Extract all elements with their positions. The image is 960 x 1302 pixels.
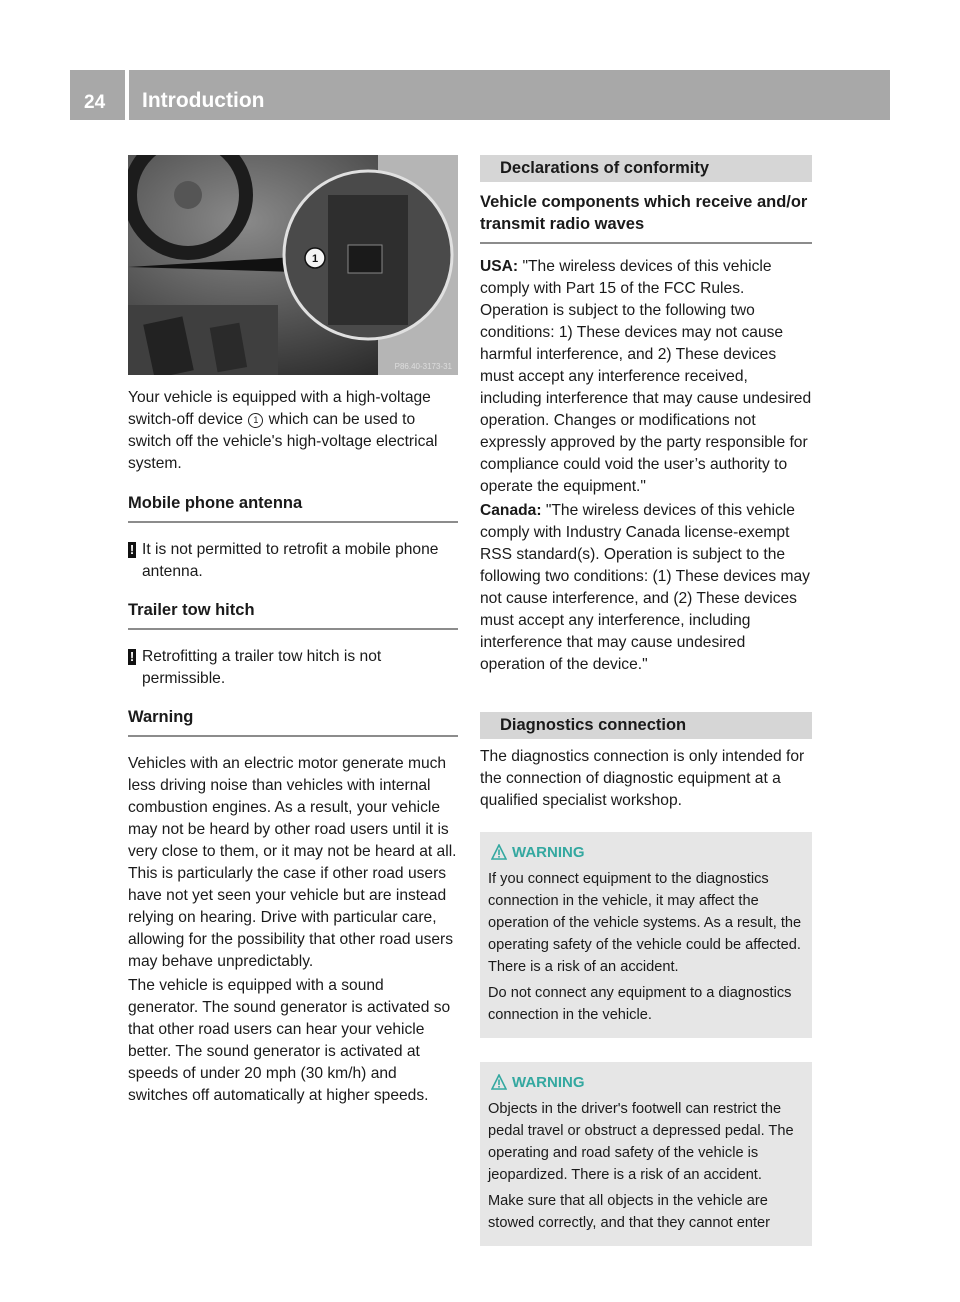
diagnostics-bar: Diagnostics connection <box>480 712 812 739</box>
warning-triangle-icon <box>491 1074 507 1090</box>
usa-paragraph <box>480 256 812 498</box>
right-column <box>480 155 812 1246</box>
page-number: 24 <box>84 92 106 113</box>
warning-box-1-text-2: Do not connect any equipment to a diagnostics connection in the vehicle. <box>488 985 792 1023</box>
image-code: P86.40-3173-31 <box>394 362 452 371</box>
intro-paragraph <box>128 387 458 475</box>
warning-box-1-text-1: If you connect equipment to the diagnostics connection in the vehicle, it may affect the operation of the vehicle systems. As a result, the operating safety of the vehicle could be affected. There is a risk of an accident. <box>488 871 802 975</box>
trailer-hitch-note <box>128 646 458 690</box>
warning-box-2-text-2: Make sure that all objects in the vehicle are stowed correctly, and that they cannot enter <box>488 1193 771 1231</box>
mobile-antenna-note <box>128 539 458 583</box>
diagnostics-paragraph: The diagnostics connection is only intended for the connection of diagnostic equipment at a qualified specialist workshop. <box>480 748 805 809</box>
warning-box-1-header <box>488 844 802 862</box>
warning-paragraph-2: The vehicle is equipped with a sound generator. The sound generator is activated so that other road users can hear your vehicle better. The sound generator is activated at speeds of under 20 mph (30 km/h) and switches off automatically at higher speeds. <box>128 977 451 1104</box>
header-divider <box>125 70 129 120</box>
warning-box-1 <box>480 832 812 1038</box>
intro-text-end: which can be used to switch off the vehicle's high-voltage electrical system. <box>128 411 438 472</box>
dashboard-illustration <box>128 155 458 375</box>
usa-text: "The wireless devices of this vehicle comply with Part 15 of the FCC Rules. Operation is subject to the following two conditions: 1) These devices may not cause harmful interference, and 2) These devices must accept any interference received, including interference that may cause undesired operation. Changes or modifications not expressly approved by the party responsible for compliance could void the user’s authority to operate the equipment." <box>480 258 812 495</box>
warning-box-2-label: WARNING <box>512 1074 585 1091</box>
left-column <box>128 155 458 1107</box>
warning-box-1-label: WARNING <box>512 844 585 861</box>
canada-label: Canada: <box>480 502 542 519</box>
page-header <box>70 70 890 120</box>
trailer-hitch-note-text: Retrofitting a trailer tow hitch is not permissible. <box>142 648 382 687</box>
callout-1-ref: 1 <box>248 413 263 428</box>
warning-triangle-icon <box>491 844 507 860</box>
radio-components-heading: Vehicle components which receive and/or transmit radio waves <box>480 191 812 244</box>
warning-box-2-text-1: Objects in the driver's footwell can restrict the pedal travel or obstruct a depressed pedal. The operating and road safety of the vehicle is jeopardized. There is a risk of an accident. <box>488 1101 794 1183</box>
page-title: Introduction <box>142 89 265 112</box>
caution-icon: ! <box>129 649 135 664</box>
usa-label: USA: <box>480 258 519 275</box>
mobile-antenna-note-text: It is not permitted to retrofit a mobile phone antenna. <box>142 541 439 580</box>
warning-box-2-header <box>488 1074 802 1092</box>
trailer-hitch-heading: Trailer tow hitch <box>128 599 458 630</box>
warning-paragraph-1: Vehicles with an electric motor generate much less driving noise than vehicles with internal combustion engines. As a result, your vehicle may not be heard by other road users until it is very close to them, or it may not be heard at all. This is particularly the case if other road users have not yet seen your vehicle but are instead relying on hearing. Drive with particular care, allowing for the possibility that other road users may behave unpredictably. <box>128 755 457 970</box>
warning-heading: Warning <box>128 706 458 737</box>
dashboard-photo <box>128 155 458 375</box>
canada-text: "The wireless devices of this vehicle comply with Industry Canada license-exempt RSS standard(s). Operation is subject to the following two conditions: (1) These devices may not cause interference, and (2) These devices must accept any interference, including interference that may cause undesired operation of the device." <box>480 502 810 673</box>
warning-box-2 <box>480 1062 812 1246</box>
declarations-bar: Declarations of conformity <box>480 155 812 182</box>
callout-1-label: 1 <box>311 253 319 265</box>
caution-icon: ! <box>129 542 135 557</box>
canada-paragraph <box>480 500 812 676</box>
intro-text-start: Your vehicle is equipped with a high-voltage switch-off device <box>128 389 431 428</box>
mobile-antenna-heading: Mobile phone antenna <box>128 492 458 523</box>
